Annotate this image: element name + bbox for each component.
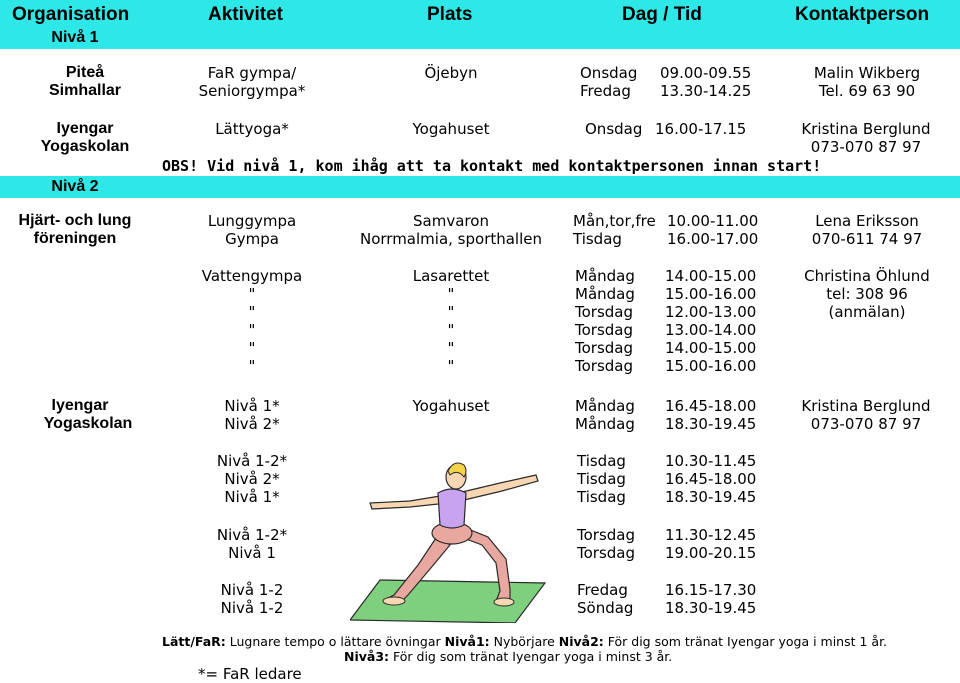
org-name: föreningen [33,230,117,247]
place: Yogahuset [412,397,490,415]
col-kontaktperson: Kontaktperson [795,4,930,25]
contact-name: Kristina Berglund [801,120,931,138]
day: Torsdag [575,321,634,339]
time: 13.30-14.25 [660,82,752,100]
ditto-mark: " [447,357,455,375]
yoga-mat [350,580,545,623]
contact-phone: Tel. 69 63 90 [818,82,916,100]
day: Söndag [577,599,634,617]
time: 16.45-18.00 [665,397,757,415]
place: Yogahuset [412,120,490,138]
time: 14.00-15.00 [665,267,757,285]
col-organisation: Organisation [12,4,130,25]
level-band-1 [0,27,960,49]
contact-name: Malin Wikberg [813,64,921,82]
ditto-mark: " [248,303,256,321]
contact-phone: 073-070 87 97 [810,415,922,433]
day: Måndag [575,285,635,303]
org-name: Piteå [65,64,105,81]
day: Måndag [575,267,635,285]
obs-notice: OBS! Vid nivå 1, kom ihåg att ta kontakt med kontaktpersonen innan start! [162,157,822,175]
day: Fredag [580,82,631,100]
time: 14.00-15.00 [665,339,757,357]
day: Tisdag [573,230,622,248]
org-name: Simhallar [48,82,122,99]
ditto-mark: " [447,321,455,339]
level-label-2: Nivå 2 [51,178,99,195]
ditto-mark: " [248,357,256,375]
activity: Nivå 1-2 [220,581,284,599]
activity: FaR gympa/ [207,64,297,82]
time: 09.00-09.55 [660,64,752,82]
contact-name: Lena Eriksson [815,212,919,230]
org-name: Hjärt- och lung [18,212,132,229]
contact-phone: 070-611 74 97 [811,230,923,248]
activity: Nivå 1-2 [220,599,284,617]
activity: Lunggympa [207,212,297,230]
contact-phone: tel: 308 96 [826,285,908,303]
contact-note: (anmälan) [828,303,906,321]
legend-text: För dig som tränat Iyengar yoga i minst 3 år. [389,649,673,664]
time: 15.00-16.00 [665,285,757,303]
activity: Nivå 1-2* [216,452,288,470]
time: 18.30-19.45 [665,415,757,433]
shirt [438,489,466,528]
day: Tisdag [577,452,626,470]
org-name: Iyengar [51,397,109,414]
time: 18.30-19.45 [665,488,757,506]
place: Öjebyn [424,64,478,82]
legend-term: Lätt/FaR: [162,634,226,649]
level-band-2 [0,176,960,198]
time: 12.00-13.00 [665,303,757,321]
day: Onsdag [580,64,638,82]
ditto-mark: " [447,303,455,321]
time: 10.00-11.00 [667,212,759,230]
activity: Nivå 1 [228,544,276,562]
time: 11.30-12.45 [665,526,757,544]
day: Torsdag [575,357,634,375]
col-aktivitet: Aktivitet [208,4,283,25]
day: Onsdag [585,120,643,138]
legend-term: Nivå1: [444,634,490,649]
activity: Seniorgympa* [198,82,306,100]
day: Tisdag [577,488,626,506]
day: Tisdag [577,470,626,488]
org-name: Yogaskolan [43,415,133,432]
level-label-1: Nivå 1 [51,29,99,46]
time: 19.00-20.15 [665,544,757,562]
time: 13.00-14.00 [665,321,757,339]
ditto-mark: " [447,285,455,303]
activity: Nivå 1* [224,488,280,506]
day: Torsdag [575,339,634,357]
day: Mån,tor,fre [573,212,656,230]
col-dag-tid: Dag / Tid [622,4,702,25]
activity: Nivå 2* [224,415,280,433]
activity: Vattengympa [201,267,303,285]
contact-phone: 073-070 87 97 [810,138,922,156]
activity: Nivå 1-2* [216,526,288,544]
day: Torsdag [575,303,634,321]
legend-term: Nivå2: [558,634,604,649]
activity: Nivå 2* [224,470,280,488]
day: Fredag [577,581,628,599]
place: Lasarettet [412,267,490,285]
activity: Lättyoga* [215,120,289,138]
time: 16.45-18.00 [665,470,757,488]
place: Norrmalmia, sporthallen [359,230,543,248]
legend-text: För dig som tränat Iyengar yoga i minst 1 år. [603,634,888,649]
far-leader-note: *= FaR ledare [198,665,302,683]
legend-term: Nivå3: [344,649,390,664]
org-name: Yogaskolan [40,138,130,155]
day: Måndag [575,397,635,415]
contact-name: Kristina Berglund [801,397,931,415]
contact-name: Christina Öhlund [804,267,930,285]
ditto-mark: " [447,339,455,357]
org-name: Iyengar [56,120,114,137]
time: 16.00-17.15 [655,120,747,138]
time: 16.00-17.00 [667,230,759,248]
yoga-warrior-illustration [350,455,550,623]
time: 18.30-19.45 [665,599,757,617]
legend-text: Lugnare tempo o lättare övningar [225,634,445,649]
ditto-mark: " [248,339,256,357]
day: Måndag [575,415,635,433]
legend-text: Nybörjare [489,634,559,649]
legend-line-1 [162,634,887,650]
left-arm [370,495,448,509]
day: Torsdag [577,544,636,562]
time: 16.15-17.30 [665,581,757,599]
time: 15.00-16.00 [665,357,757,375]
day: Torsdag [577,526,636,544]
legend-line-2 [344,649,672,665]
activity: Nivå 1* [224,397,280,415]
ditto-mark: " [248,321,256,339]
back-foot [383,597,405,605]
col-plats: Plats [427,4,473,25]
ditto-mark: " [248,285,256,303]
time: 10.30-11.45 [665,452,757,470]
place: Samvaron [413,212,489,230]
right-arm [458,475,538,501]
activity: Gympa [225,230,279,248]
front-foot [494,598,514,606]
